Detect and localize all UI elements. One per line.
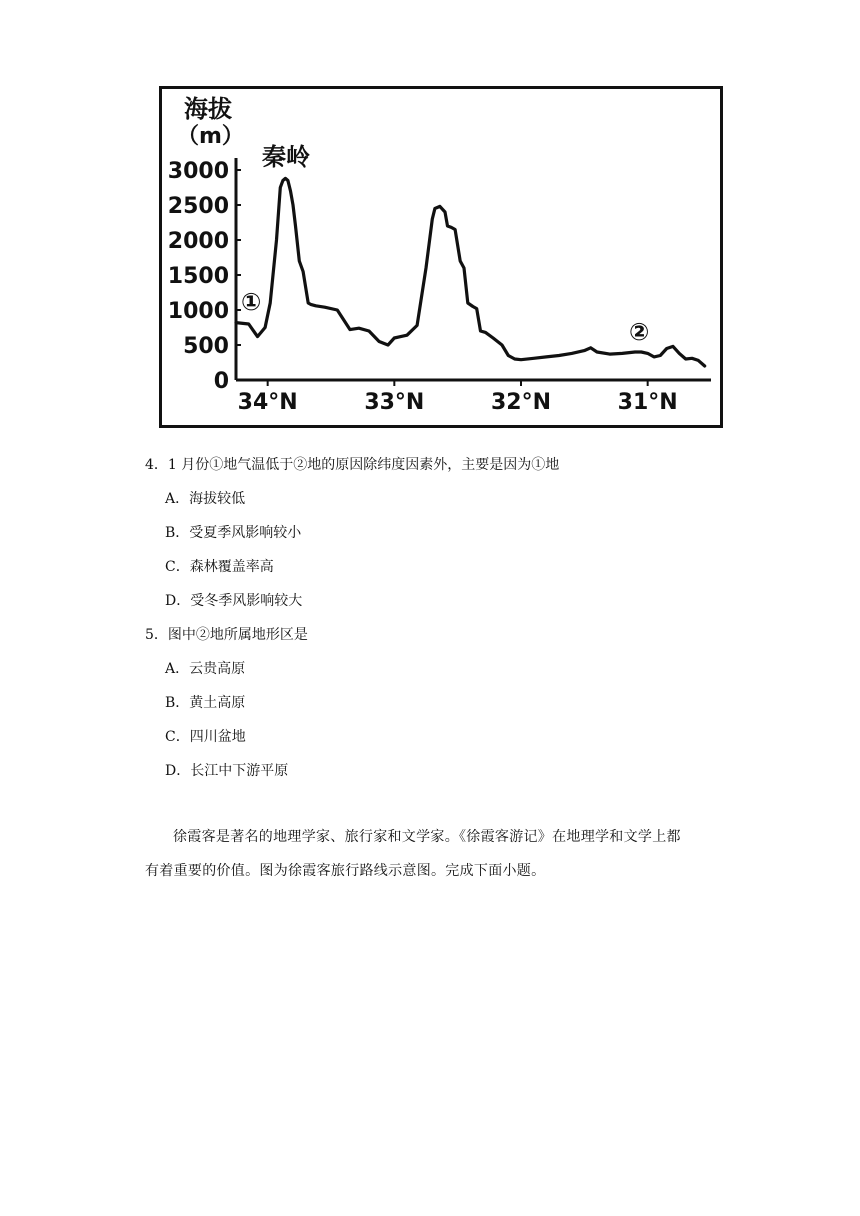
question-5-option-c: C．四川盆地 [165,729,246,745]
x-tick-label: 31°N [617,390,678,415]
x-tick-label: 34°N [237,390,298,415]
point-1-label: ① [241,288,262,316]
passage-line-1: 徐霞客是著名的地理学家、旅行家和文学家。《徐霞客游记》在地理学和文学上都 [173,829,681,845]
question-5-option-b: B．黄土高原 [165,695,246,711]
y-axis-label-line2: （m） [177,124,244,149]
y-tick-label: 1500 [167,264,229,289]
question-5-option-a: A．云贵高原 [165,661,246,677]
elevation-profile-chart [159,86,723,428]
question-4-option-c: C．森林覆盖率高 [165,559,274,575]
question-5-option-d: D．长江中下游平原 [165,763,289,779]
question-4-option-a: A．海拔较低 [165,491,246,507]
y-axis-label-line1: 海拔 [184,95,232,123]
question-5-stem: 5．图中②地所属地形区是 [145,627,308,643]
y-tick-label: 2000 [167,229,229,254]
question-4-stem: 4．1 月份①地气温低于②地的原因除纬度因素外，主要是因为①地 [145,457,560,473]
y-tick-label: 1000 [167,299,229,324]
chart-frame [161,88,722,427]
x-tick-label: 33°N [364,390,425,415]
x-tick-label: 32°N [490,390,552,415]
point-2-label: ② [629,318,650,346]
question-4-option-d: D．受冬季风影响较大 [165,593,303,609]
question-4-option-b: B．受夏季风影响较小 [165,525,302,541]
passage-line-2: 有着重要的价值。图为徐霞客旅行路线示意图。完成下面小题。 [145,863,546,879]
y-tick-label: 3000 [167,159,229,184]
y-tick-label: 2500 [167,194,229,219]
y-tick-label: 0 [213,369,229,394]
peak-label-qinling: 秦岭 [262,143,310,171]
y-tick-label: 500 [183,334,229,359]
